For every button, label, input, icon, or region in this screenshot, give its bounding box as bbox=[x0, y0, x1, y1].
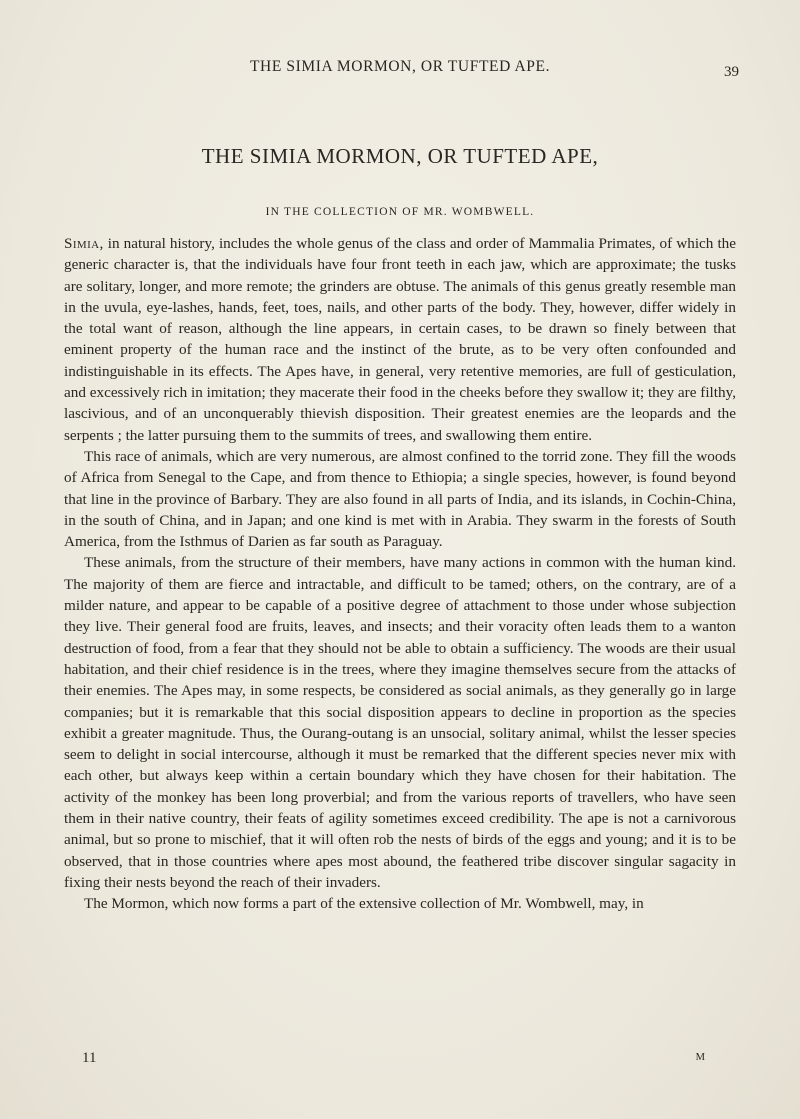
paragraph: This race of animals, which are very numerous, are almost confined to the torrid zone. They fill the woods of Africa from Senegal to the Cape, and from thence to Ethiopia; a single species, however, is found beyond that line in the province of Barbary. They are also found in all parts of India, and its islands, in Cochin-China, in the south of China, and in Japan; and one kind is met with in Arabia. They swarm in the forests of South America, from the Isthmus of Darien as far south as Paraguay. bbox=[64, 447, 736, 551]
running-head: THE SIMIA MORMON, OR TUFTED APE. bbox=[249, 58, 551, 75]
article-subtitle: IN THE COLLECTION OF MR. WOMBWELL. bbox=[265, 206, 535, 218]
paragraph-text: in natural history, includes the whole genus of the class and order of Mammalia Primates, of which the generic character is, that the individuals have four front teeth in each jaw, which are approximate; the tusks are solitary, longer, and more remote; the grinders are obtuse. The animals of this genus greatly resemble man in the uvula, eye-lashes, hands, feet, toes, nails, and other parts of the body. They, however, differ widely in the total want of reason, although the line appears, in certain cases, to be drawn so finely between that eminent property of the human race and the instinct of the brute, as to be very often confounded and indistinguishable in its effects. The Apes have, in general, very retentive memories, are full of gesticulation, and excessively rich in imitation; they macerate their food in the cheeks before they swallow it; they are filthy, lascivious, and of an unconquerably thievish disposition. Their greatest enemies are the leopards and the serpents ; the latter pursuing them to the summits of trees, and swallowing them entire. bbox=[64, 235, 736, 444]
paragraph-lead-word: Simia, bbox=[64, 235, 104, 252]
page-number: 39 bbox=[724, 64, 739, 80]
body-text bbox=[64, 233, 736, 915]
paragraph: The Mormon, which now forms a part of the extensive collection of Mr. Wombwell, may, in bbox=[84, 895, 644, 913]
signature-letter: M bbox=[695, 1052, 706, 1063]
signature-number: 11 bbox=[82, 1050, 97, 1066]
article-title: THE SIMIA MORMON, OR TUFTED APE, bbox=[201, 144, 599, 168]
paragraph bbox=[64, 233, 736, 446]
paragraph: These animals, from the structure of their members, have many actions in common with the human kind. The majority of them are fierce and intractable, and difficult to be tamed; others, on the contrary, are of a milder nature, and appear to be capable of a positive degree of attachment to those under whose subjection they live. Their general food are fruits, leaves, and insects; and their voracity often leads them to a wanton destruction of food, from a fear that they should not be able to obtain a sufficiency. The woods are their usual habitation, and their chief residence is in the trees, where they imagine themselves secure from the attacks of their enemies. The Apes may, in some respects, be considered as social animals, as they generally go in large companies; but it is remarkable that this social disposition appears to decline in proportion as the species exhibit a greater magnitude. Thus, the Ourang-outang is an unsocial, solitary animal, whilst the lesser species seem to delight in social intercourse, although it must be remarked that the different species never mix with each other, but always keep within a certain boundary which they have chosen for their habitation. The activity of the monkey has been long proverbial; and from the various reports of travellers, who have seen them in their native country, their feats of agility sometimes exceed credibility. The ape is not a carnivorous animal, but so prone to mischief, that it will often rob the nests of birds of the eggs and young; and it is to be observed, that in those countries where apes most abound, the feathered tribe discover singular sagacity in fixing their nests beyond the reach of their invaders. bbox=[64, 554, 736, 891]
